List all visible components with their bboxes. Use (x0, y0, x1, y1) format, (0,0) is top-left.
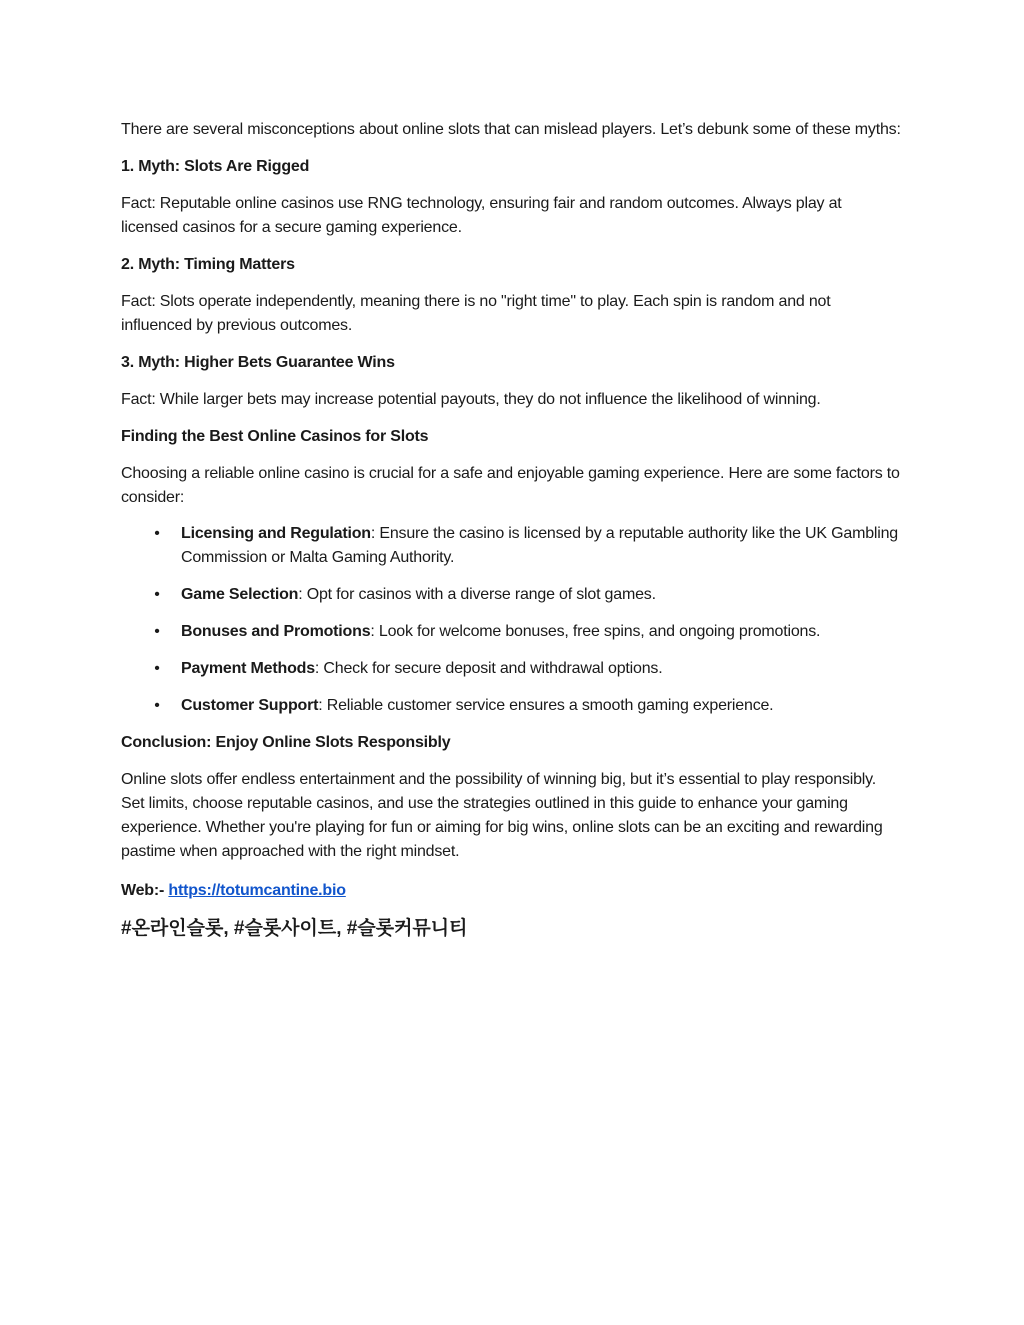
bullet-icon (151, 694, 163, 718)
myth-1-title: 1. Myth: Slots Are Rigged (121, 158, 310, 175)
myth-3-fact: Fact: While larger bets may increase potential payouts, they do not influence the likelihood of winning. (121, 391, 821, 408)
finding-intro: Choosing a reliable online casino is crucial for a safe and enjoyable gaming experience. Here are some factors to consider: (121, 465, 900, 506)
document-page (121, 118, 901, 955)
list-item (121, 694, 901, 718)
factor-text: : Reliable customer service ensures a smooth gaming experience. (318, 697, 774, 714)
myth-2-fact: Fact: Slots operate independently, meaning there is no "right time" to play. Each spin is random and not influenced by previous outcomes. (121, 293, 831, 334)
factor-term: Bonuses and Promotions (181, 623, 371, 640)
bullet-icon (151, 620, 163, 644)
conclusion-heading: Conclusion: Enjoy Online Slots Responsibly (121, 734, 451, 751)
web-line (121, 879, 901, 903)
myth-1-fact: Fact: Reputable online casinos use RNG technology, ensuring fair and random outcomes. Always play at licensed casinos for a secure gaming experience. (121, 195, 842, 236)
factors-list (121, 522, 901, 718)
web-label: Web:- (121, 882, 169, 899)
factor-term: Customer Support (181, 697, 319, 714)
factor-term: Game Selection (181, 586, 299, 603)
conclusion-paragraph: Online slots offer endless entertainment and the possibility of winning big, but it’s essential to play responsibly. Set limits, choose reputable casinos, and use the strategies outlined in this guide to enhance your gaming experience. Whether you're playing for fun or aiming for big wins, online slots can be an exciting and rewarding pastime when approached with the right mindset. (121, 771, 883, 860)
intro-paragraph: There are several misconceptions about online slots that can mislead players. Let’s debunk some of these myths: (121, 121, 901, 138)
bullet-icon (151, 583, 163, 607)
factor-term: Payment Methods (181, 660, 315, 677)
hashtags: #온라인슬롯, #슬롯사이트, #슬롯커뮤니티 (121, 918, 468, 939)
list-item (121, 657, 901, 681)
list-item (121, 583, 901, 607)
list-item (121, 522, 901, 570)
bullet-icon (151, 657, 163, 681)
list-item (121, 620, 901, 644)
factor-text: : Opt for casinos with a diverse range of slot games. (298, 586, 656, 603)
factor-text: : Check for secure deposit and withdrawal options. (314, 660, 663, 677)
finding-heading: Finding the Best Online Casinos for Slots (121, 428, 429, 445)
factor-text: : Ensure the casino is licensed by a reputable authority like the UK Gambling Commission or Malta Gaming Authority. (181, 525, 899, 566)
bullet-icon (151, 522, 163, 546)
factor-text: : Look for welcome bonuses, free spins, and ongoing promotions. (370, 623, 821, 640)
factor-term: Licensing and Regulation (181, 525, 371, 542)
myth-3-title: 3. Myth: Higher Bets Guarantee Wins (121, 354, 395, 371)
myth-2-title: 2. Myth: Timing Matters (121, 256, 295, 273)
website-link[interactable]: https://totumcantine.bio (168, 882, 346, 899)
